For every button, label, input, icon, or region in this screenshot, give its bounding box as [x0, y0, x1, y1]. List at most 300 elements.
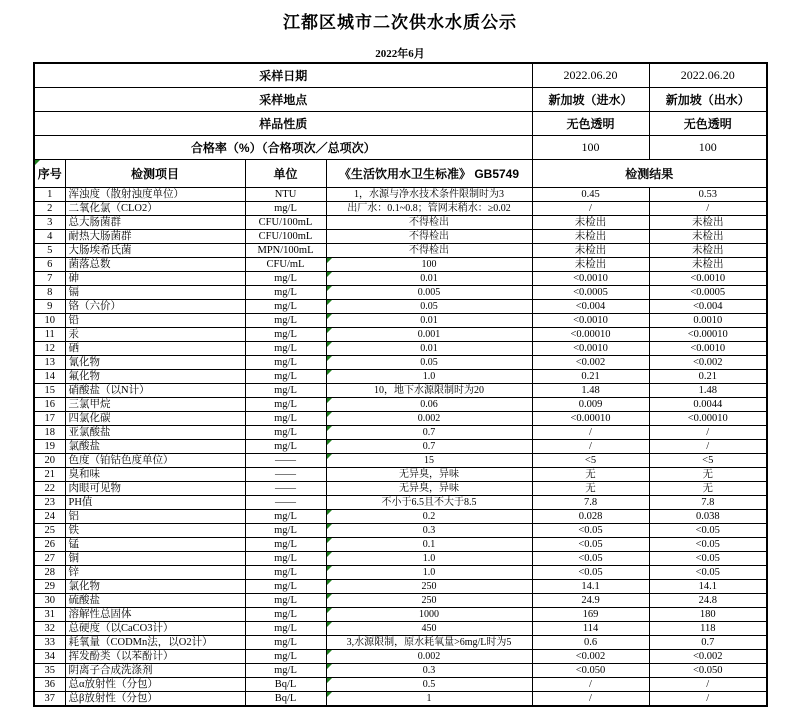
table-row: [34, 202, 767, 216]
col-header-item: 检测项目: [65, 160, 245, 188]
standard-value: 0.05: [420, 357, 438, 368]
unit-cell: MPN/100mL: [245, 244, 326, 258]
standard-value: 1.0: [422, 567, 436, 578]
standard-value: 0.01: [420, 343, 438, 354]
standard-cell: [326, 272, 532, 286]
sample-info-label: 采样地点: [34, 88, 532, 112]
row-index-cell: 34: [34, 650, 65, 664]
result-out-cell: 180: [649, 608, 767, 622]
result-in-cell: /: [532, 202, 649, 216]
corner-flag-icon: [327, 566, 332, 571]
item-name-cell: 总硬度（以CaCO3计）: [65, 622, 245, 636]
item-name-cell: 阴离子合成洗涤剂: [65, 664, 245, 678]
row-index-cell: 2: [34, 202, 65, 216]
item-name-cell: 亚氯酸盐: [65, 426, 245, 440]
table-row: [34, 580, 767, 594]
result-in-cell: <0.00010: [532, 328, 649, 342]
standard-cell: [326, 580, 532, 594]
result-in-cell: 0.45: [532, 188, 649, 202]
unit-cell: CFU/100mL: [245, 230, 326, 244]
standard-cell: [326, 300, 532, 314]
standard-value: 0.01: [420, 315, 438, 326]
standard-cell: 1，水源与净水技术条件限制时为3: [326, 188, 532, 202]
result-out-cell: <0.00010: [649, 412, 767, 426]
unit-cell: mg/L: [245, 370, 326, 384]
unit-cell: mg/L: [245, 300, 326, 314]
standard-cell: [326, 678, 532, 692]
corner-flag-icon: [327, 454, 332, 459]
table-row: [34, 314, 767, 328]
sample-info-value: 100: [649, 136, 767, 160]
corner-flag-icon: [327, 594, 332, 599]
item-name-cell: 臭和味: [65, 468, 245, 482]
unit-cell: mg/L: [245, 664, 326, 678]
unit-cell: mg/L: [245, 608, 326, 622]
table-row: [34, 594, 767, 608]
unit-cell: mg/L: [245, 524, 326, 538]
table-row: [34, 622, 767, 636]
standard-cell: [326, 594, 532, 608]
unit-cell: mg/L: [245, 580, 326, 594]
corner-flag-icon: [327, 286, 332, 291]
corner-flag-icon: [327, 328, 332, 333]
unit-cell: mg/L: [245, 552, 326, 566]
standard-cell: [326, 664, 532, 678]
result-out-cell: <5: [649, 454, 767, 468]
standard-cell: [326, 552, 532, 566]
unit-cell: mg/L: [245, 412, 326, 426]
standard-value: 0.005: [417, 287, 441, 298]
sample-info-label: 合格率（%）（合格项次／总项次）: [34, 136, 532, 160]
table-row: [34, 272, 767, 286]
item-name-cell: 耗氧量（CODMn法，以O2计）: [65, 636, 245, 650]
standard-cell: [326, 510, 532, 524]
result-out-cell: 0.53: [649, 188, 767, 202]
result-in-cell: 24.9: [532, 594, 649, 608]
result-out-cell: 0.038: [649, 510, 767, 524]
result-in-cell: <0.00010: [532, 412, 649, 426]
item-name-cell: 镉: [65, 286, 245, 300]
table-row: [34, 454, 767, 468]
result-out-cell: <0.05: [649, 552, 767, 566]
result-out-cell: <0.05: [649, 566, 767, 580]
result-in-cell: 无: [532, 482, 649, 496]
corner-flag-icon: [327, 608, 332, 613]
table-row: [34, 496, 767, 510]
row-index-cell: 25: [34, 524, 65, 538]
result-in-cell: <0.0010: [532, 342, 649, 356]
sample-info-value: 无色透明: [649, 112, 767, 136]
result-out-cell: 0.0044: [649, 398, 767, 412]
standard-value: 100: [421, 259, 437, 270]
item-name-cell: 铁: [65, 524, 245, 538]
item-name-cell: 浑浊度（散射浊度单位）: [65, 188, 245, 202]
corner-flag-icon: [327, 538, 332, 543]
unit-cell: ——: [245, 496, 326, 510]
standard-cell: [326, 356, 532, 370]
row-index-cell: 19: [34, 440, 65, 454]
item-name-cell: 硝酸盐（以N计）: [65, 384, 245, 398]
standard-cell: [326, 258, 532, 272]
item-name-cell: 氯化物: [65, 580, 245, 594]
standard-cell: 不小于6.5且不大于8.5: [326, 496, 532, 510]
table-row: [34, 300, 767, 314]
standard-cell: [326, 342, 532, 356]
sample-info-value: 2022.06.20: [649, 63, 767, 88]
result-out-cell: 0.7: [649, 636, 767, 650]
table-row: [34, 342, 767, 356]
sample-info-value: 无色透明: [532, 112, 649, 136]
standard-cell: 不得检出: [326, 244, 532, 258]
unit-cell: mg/L: [245, 356, 326, 370]
unit-cell: mg/L: [245, 314, 326, 328]
corner-flag-icon: [327, 678, 332, 683]
item-name-cell: 肉眼可见物: [65, 482, 245, 496]
unit-cell: mg/L: [245, 426, 326, 440]
row-index-cell: 31: [34, 608, 65, 622]
item-name-cell: 大肠埃希氏菌: [65, 244, 245, 258]
result-in-cell: 无: [532, 468, 649, 482]
unit-cell: ——: [245, 482, 326, 496]
corner-flag-icon: [327, 314, 332, 319]
result-out-cell: 7.8: [649, 496, 767, 510]
row-index-cell: 14: [34, 370, 65, 384]
row-index-cell: 36: [34, 678, 65, 692]
table-row: [34, 650, 767, 664]
standard-cell: [326, 692, 532, 707]
sample-info-row: [34, 63, 767, 88]
table-row: [34, 552, 767, 566]
row-index-cell: 11: [34, 328, 65, 342]
row-index-cell: 8: [34, 286, 65, 300]
row-index-cell: 1: [34, 188, 65, 202]
unit-cell: Bq/L: [245, 692, 326, 707]
standard-cell: 不得检出: [326, 230, 532, 244]
col-header-standard: 《生活饮用水卫生标准》 GB5749: [326, 160, 532, 188]
col-header-unit: 单位: [245, 160, 326, 188]
row-index-cell: 4: [34, 230, 65, 244]
result-in-cell: <0.0005: [532, 286, 649, 300]
table-row: [34, 328, 767, 342]
table-row: [34, 468, 767, 482]
result-in-cell: 1.48: [532, 384, 649, 398]
standard-cell: [326, 412, 532, 426]
result-out-cell: 24.8: [649, 594, 767, 608]
result-in-cell: 0.21: [532, 370, 649, 384]
sample-info-value: 新加坡（进水）: [532, 88, 649, 112]
table-row: [34, 636, 767, 650]
standard-cell: 不得检出: [326, 216, 532, 230]
item-name-cell: PH值: [65, 496, 245, 510]
table-row: [34, 188, 767, 202]
standard-value: 0.06: [420, 399, 438, 410]
row-index-cell: 26: [34, 538, 65, 552]
standard-value: 0.1: [422, 539, 436, 550]
item-name-cell: 二氧化氯（CLO2）: [65, 202, 245, 216]
unit-cell: mg/L: [245, 202, 326, 216]
table-row: [34, 524, 767, 538]
row-index-cell: 6: [34, 258, 65, 272]
corner-flag-icon: [327, 412, 332, 417]
row-index-cell: 3: [34, 216, 65, 230]
standard-cell: [326, 538, 532, 552]
item-name-cell: 铝: [65, 510, 245, 524]
standard-cell: [326, 440, 532, 454]
item-name-cell: 挥发酚类（以苯酚计）: [65, 650, 245, 664]
row-index-cell: 24: [34, 510, 65, 524]
result-out-cell: /: [649, 692, 767, 707]
standard-value: 0.002: [417, 413, 441, 424]
result-out-cell: /: [649, 440, 767, 454]
standard-value: 250: [421, 581, 437, 592]
unit-cell: ——: [245, 468, 326, 482]
unit-cell: ——: [245, 454, 326, 468]
row-index-cell: 16: [34, 398, 65, 412]
table-row: [34, 538, 767, 552]
col-header-no-label: 序号: [37, 167, 62, 181]
sample-info-label: 样品性质: [34, 112, 532, 136]
row-index-cell: 7: [34, 272, 65, 286]
corner-flag-icon: [327, 664, 332, 669]
result-out-cell: /: [649, 426, 767, 440]
result-out-cell: <0.002: [649, 650, 767, 664]
table-row: [34, 384, 767, 398]
result-in-cell: <0.05: [532, 566, 649, 580]
table-row: [34, 216, 767, 230]
standard-value: 1.0: [422, 371, 436, 382]
sample-info-value: 100: [532, 136, 649, 160]
table-header-row: [34, 160, 767, 188]
corner-flag-icon: [35, 160, 40, 165]
standard-value: 0.002: [417, 651, 441, 662]
table-row: [34, 692, 767, 707]
standard-cell: 无异臭，异味: [326, 482, 532, 496]
standard-value: 0.2: [422, 511, 436, 522]
item-name-cell: 总大肠菌群: [65, 216, 245, 230]
item-name-cell: 砷: [65, 272, 245, 286]
corner-flag-icon: [327, 650, 332, 655]
result-in-cell: <5: [532, 454, 649, 468]
col-header-no: [34, 160, 65, 188]
result-out-cell: <0.0005: [649, 286, 767, 300]
standard-cell: [326, 566, 532, 580]
row-index-cell: 15: [34, 384, 65, 398]
result-in-cell: 未检出: [532, 230, 649, 244]
standard-cell: 出厂水：0.1~0.8；管网末稍水：≥0.02: [326, 202, 532, 216]
unit-cell: Bq/L: [245, 678, 326, 692]
row-index-cell: 29: [34, 580, 65, 594]
standard-value: 0.3: [422, 525, 436, 536]
row-index-cell: 37: [34, 692, 65, 707]
table-row: [34, 398, 767, 412]
row-index-cell: 13: [34, 356, 65, 370]
standard-value: 1000: [419, 609, 439, 620]
sample-info-row: [34, 136, 767, 160]
result-in-cell: 0.009: [532, 398, 649, 412]
result-in-cell: <0.004: [532, 300, 649, 314]
result-out-cell: 未检出: [649, 230, 767, 244]
item-name-cell: 铬（六价）: [65, 300, 245, 314]
result-in-cell: <0.05: [532, 552, 649, 566]
row-index-cell: 10: [34, 314, 65, 328]
unit-cell: mg/L: [245, 636, 326, 650]
row-index-cell: 22: [34, 482, 65, 496]
corner-flag-icon: [327, 426, 332, 431]
table-row: [34, 244, 767, 258]
item-name-cell: 铅: [65, 314, 245, 328]
standard-cell: [326, 524, 532, 538]
unit-cell: mg/L: [245, 538, 326, 552]
standard-value: 1.0: [422, 553, 436, 564]
sample-info-label: 采样日期: [34, 63, 532, 88]
sample-info-value: 新加坡（出水）: [649, 88, 767, 112]
row-index-cell: 9: [34, 300, 65, 314]
standard-value: 0.01: [420, 273, 438, 284]
result-out-cell: <0.00010: [649, 328, 767, 342]
result-out-cell: 0.0010: [649, 314, 767, 328]
corner-flag-icon: [327, 524, 332, 529]
table-row: [34, 510, 767, 524]
page-subtitle: 2022年6月: [375, 48, 425, 60]
result-in-cell: 169: [532, 608, 649, 622]
item-name-cell: 色度（铂钴色度单位）: [65, 454, 245, 468]
row-index-cell: 23: [34, 496, 65, 510]
item-name-cell: 硒: [65, 342, 245, 356]
unit-cell: CFU/100mL: [245, 216, 326, 230]
table-row: [34, 664, 767, 678]
standard-value: 1: [426, 693, 432, 704]
item-name-cell: 锰: [65, 538, 245, 552]
item-name-cell: 氰化物: [65, 356, 245, 370]
item-name-cell: 四氯化碳: [65, 412, 245, 426]
table-row: [34, 412, 767, 426]
result-in-cell: 未检出: [532, 216, 649, 230]
row-index-cell: 20: [34, 454, 65, 468]
unit-cell: NTU: [245, 188, 326, 202]
corner-flag-icon: [327, 342, 332, 347]
table-row: [34, 482, 767, 496]
result-out-cell: /: [649, 202, 767, 216]
result-out-cell: <0.0010: [649, 272, 767, 286]
corner-flag-icon: [327, 580, 332, 585]
row-index-cell: 5: [34, 244, 65, 258]
result-out-cell: 未检出: [649, 244, 767, 258]
result-out-cell: <0.002: [649, 356, 767, 370]
sample-info-section: [34, 63, 767, 160]
unit-cell: mg/L: [245, 328, 326, 342]
result-out-cell: 118: [649, 622, 767, 636]
sample-info-row: [34, 112, 767, 136]
result-in-cell: 114: [532, 622, 649, 636]
standard-value: 0.3: [422, 665, 436, 676]
row-index-cell: 32: [34, 622, 65, 636]
corner-flag-icon: [327, 622, 332, 627]
standard-cell: 无异臭，异味: [326, 468, 532, 482]
result-out-cell: <0.050: [649, 664, 767, 678]
corner-flag-icon: [327, 692, 332, 697]
corner-flag-icon: [327, 552, 332, 557]
unit-cell: mg/L: [245, 510, 326, 524]
standard-value: 15: [424, 455, 434, 466]
standard-value: 0.5: [422, 679, 436, 690]
result-in-cell: <0.05: [532, 538, 649, 552]
result-in-cell: <0.002: [532, 356, 649, 370]
result-in-cell: 0.6: [532, 636, 649, 650]
row-index-cell: 33: [34, 636, 65, 650]
table-row: [34, 286, 767, 300]
corner-flag-icon: [327, 398, 332, 403]
unit-cell: mg/L: [245, 440, 326, 454]
item-name-cell: 铜: [65, 552, 245, 566]
item-name-cell: 硫酸盐: [65, 594, 245, 608]
standard-cell: 3,水源限制，原水耗氧量>6mg/L时为5: [326, 636, 532, 650]
corner-flag-icon: [327, 370, 332, 375]
result-in-cell: 14.1: [532, 580, 649, 594]
result-in-cell: <0.0010: [532, 272, 649, 286]
standard-value: 0.7: [422, 427, 436, 438]
row-index-cell: 30: [34, 594, 65, 608]
unit-cell: mg/L: [245, 622, 326, 636]
item-name-cell: 溶解性总固体: [65, 608, 245, 622]
result-out-cell: <0.0010: [649, 342, 767, 356]
table-row: [34, 356, 767, 370]
table-row: [34, 678, 767, 692]
table-row: [34, 370, 767, 384]
item-name-cell: 锌: [65, 566, 245, 580]
result-out-cell: 未检出: [649, 258, 767, 272]
result-in-cell: <0.002: [532, 650, 649, 664]
result-out-cell: <0.05: [649, 538, 767, 552]
standard-cell: 10，地下水源限制时为20: [326, 384, 532, 398]
water-quality-table: [33, 62, 768, 707]
standard-value: 0.7: [422, 441, 436, 452]
result-out-cell: /: [649, 678, 767, 692]
corner-flag-icon: [327, 356, 332, 361]
corner-flag-icon: [327, 510, 332, 515]
unit-cell: mg/L: [245, 384, 326, 398]
result-in-cell: 未检出: [532, 258, 649, 272]
result-out-cell: <0.05: [649, 524, 767, 538]
sample-info-row: [34, 88, 767, 112]
corner-flag-icon: [327, 258, 332, 263]
table-row: [34, 258, 767, 272]
corner-flag-icon: [327, 272, 332, 277]
result-in-cell: <0.05: [532, 524, 649, 538]
corner-flag-icon: [327, 440, 332, 445]
standard-cell: [326, 286, 532, 300]
standard-cell: [326, 622, 532, 636]
result-in-cell: /: [532, 440, 649, 454]
row-index-cell: 21: [34, 468, 65, 482]
standard-cell: [326, 370, 532, 384]
table-row: [34, 230, 767, 244]
result-out-cell: 未检出: [649, 216, 767, 230]
row-index-cell: 35: [34, 664, 65, 678]
standard-cell: [326, 314, 532, 328]
unit-cell: mg/L: [245, 650, 326, 664]
result-in-cell: <0.0010: [532, 314, 649, 328]
standard-cell: [326, 328, 532, 342]
page-title: 江都区城市二次供水水质公示: [283, 13, 517, 32]
table-row: [34, 566, 767, 580]
item-name-cell: 氟化物: [65, 370, 245, 384]
unit-cell: mg/L: [245, 594, 326, 608]
row-index-cell: 18: [34, 426, 65, 440]
result-out-cell: 1.48: [649, 384, 767, 398]
standard-value: 250: [421, 595, 437, 606]
item-name-cell: 菌落总数: [65, 258, 245, 272]
unit-cell: mg/L: [245, 286, 326, 300]
